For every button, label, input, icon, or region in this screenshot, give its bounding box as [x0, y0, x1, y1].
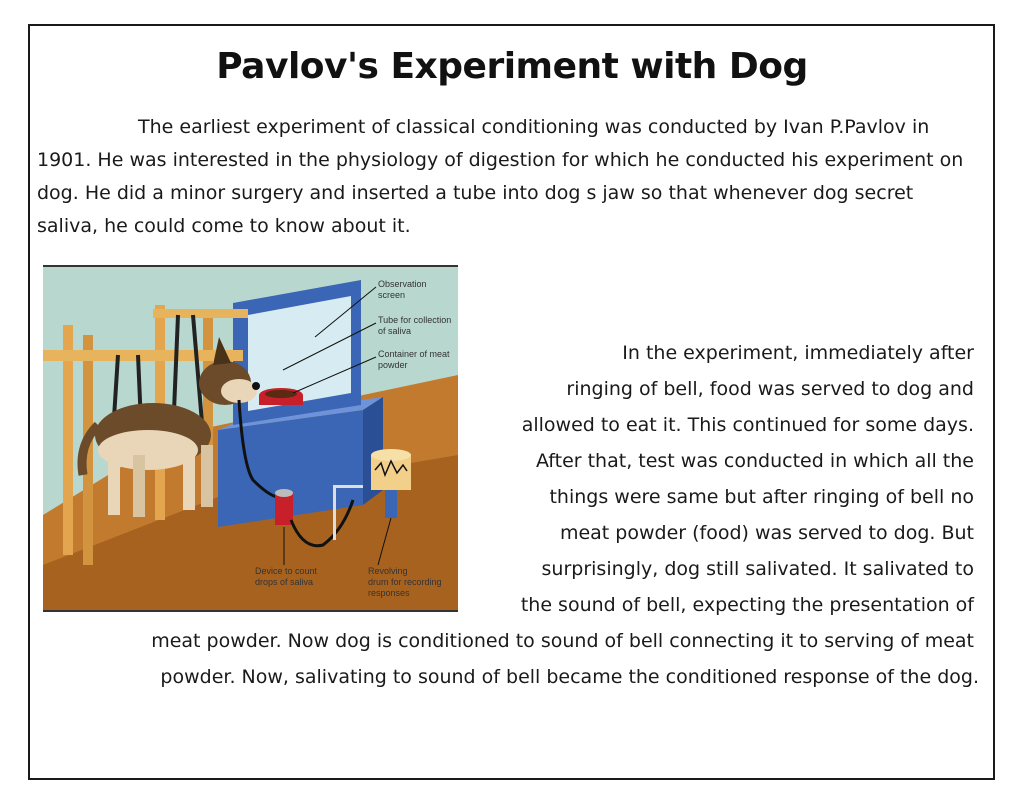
label-observation-1: Observation: [378, 279, 427, 289]
label-container-1: Container of meat: [378, 349, 450, 359]
bottom-line-2: powder. Now, salivating to sound of bell became the conditioned response of the dog.: [160, 666, 979, 688]
bottom-line-1: meat powder. Now dog is conditioned to sound of bell connecting it to serving of meat: [151, 630, 974, 652]
side-line-6: meat powder (food) was served to dog. But: [559, 522, 974, 544]
page-title: Pavlov's Experiment with Dog: [216, 46, 808, 87]
pavlov-apparatus-illustration: [43, 265, 458, 612]
side-line-7: surprisingly, dog still salivated. It salivated to: [541, 558, 974, 580]
side-line-1: In the experiment, immediately after: [622, 342, 974, 364]
side-line-3: allowed to eat it. This continued for some days.: [521, 414, 974, 436]
side-line-5: things were same but after ringing of bell no: [549, 486, 974, 508]
label-device-1: Device to count: [255, 566, 318, 576]
intro-line-1: The earliest experiment of classical conditioning was conducted by Ivan P.Pavlov in: [138, 116, 930, 138]
intro-line-4: saliva, he could come to know about it.: [37, 215, 411, 237]
side-line-8: the sound of bell, expecting the presentation of: [520, 594, 974, 616]
label-device-2: drops of saliva: [255, 577, 314, 587]
label-drum-3: responses: [368, 588, 410, 598]
side-line-4: After that, test was conducted in which all the: [535, 450, 974, 472]
label-tube-1: Tube for collection: [378, 315, 452, 325]
intro-line-3: dog. He did a minor surgery and inserted a tube into dog s jaw so that whenever dog secret: [37, 182, 914, 204]
label-drum-1: Revolving: [368, 566, 408, 576]
label-drum-2: drum for recording: [368, 577, 442, 587]
label-tube-2: of saliva: [378, 326, 412, 336]
intro-line-2: 1901. He was interested in the physiology of digestion for which he conducted his experiment on: [37, 149, 964, 171]
side-line-2: ringing of bell, food was served to dog and: [566, 378, 974, 400]
label-container-2: powder: [378, 360, 408, 370]
label-observation-2: screen: [378, 290, 406, 300]
